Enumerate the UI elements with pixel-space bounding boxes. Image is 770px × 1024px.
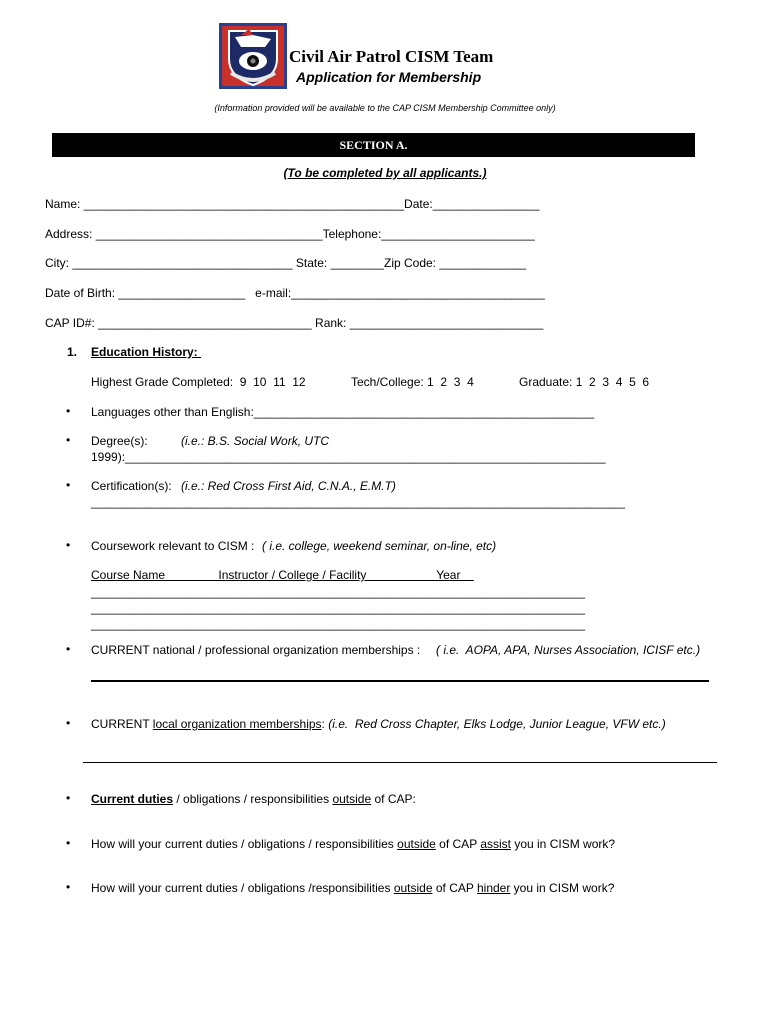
- hinder-word: hinder: [476, 881, 511, 895]
- degrees-example: (i.e.: B.S. Social Work, UTC: [181, 434, 330, 448]
- certifications-example: (i.e.: Red Cross First Aid, C.N.A., E.M.T): [181, 479, 396, 493]
- national-memberships-line[interactable]: [91, 680, 709, 682]
- tech-college-options[interactable]: Tech/College: 1 2 3 4: [351, 375, 474, 389]
- dob-email-field[interactable]: Date of Birth: ___________________ e-mail:______________________________________: [45, 286, 545, 300]
- assist-question: [91, 837, 615, 851]
- hinder-pre: How will your current duties / obligations /responsibilities: [91, 881, 394, 895]
- address-telephone-field[interactable]: Address: __________________________________Telephone:_______________________: [45, 227, 535, 241]
- bullet-icon: •: [66, 836, 71, 850]
- highest-grade-options[interactable]: Highest Grade Completed: 9 10 11 12: [91, 375, 306, 389]
- bullet-icon: •: [66, 433, 71, 447]
- national-memberships-example: ( i.e. AOPA, APA, Nurses Association, ICISF etc.): [436, 643, 701, 657]
- current-duties-bold: Current duties: [91, 792, 174, 806]
- section-a-instructions: (To be completed by all applicants.): [283, 166, 487, 180]
- page-subtitle: Application for Membership: [296, 69, 482, 85]
- certifications-field[interactable]: ________________________________________________________________________________: [91, 495, 625, 509]
- assist-end: you in CISM work?: [511, 837, 616, 851]
- degrees-label: Degree(s):: [91, 434, 148, 448]
- hinder-mid: of CAP: [432, 881, 477, 895]
- national-memberships-label: CURRENT national / professional organization memberships :: [91, 643, 421, 657]
- capid-rank-field[interactable]: CAP ID#: ________________________________ Rank: _____________________________: [45, 316, 544, 330]
- local-underlined: local organization memberships: [152, 717, 322, 731]
- bullet-icon: •: [66, 791, 71, 805]
- course-table-header: Course Name Instructor / College / Facility Year: [91, 568, 474, 582]
- course-entry-line[interactable]: __________________________________________________________________________: [91, 585, 585, 599]
- assist-outside: outside: [397, 837, 436, 851]
- local-memberships-label: [91, 717, 666, 731]
- current-duties-question: [91, 792, 416, 806]
- local-memberships-line[interactable]: [83, 762, 717, 763]
- bullet-icon: •: [66, 404, 71, 418]
- hinder-end: you in CISM work?: [510, 881, 615, 895]
- assist-mid: of CAP: [435, 837, 481, 851]
- education-number: 1.: [67, 345, 78, 359]
- hinder-question: [91, 881, 614, 895]
- assist-pre: How will your current duties / obligations / responsibilities: [91, 837, 398, 851]
- course-entry-line[interactable]: __________________________________________________________________________: [91, 617, 585, 631]
- degrees-field[interactable]: 1999):________________________________________________________________________: [91, 450, 606, 464]
- course-entry-line[interactable]: __________________________________________________________________________: [91, 601, 585, 615]
- bullet-icon: •: [66, 478, 71, 492]
- section-a-header: SECTION A.: [52, 133, 695, 157]
- certifications-label: Certification(s):: [91, 479, 172, 493]
- name-date-field[interactable]: Name: ________________________________________________Date:________________: [45, 197, 540, 211]
- bullet-icon: •: [66, 880, 71, 894]
- languages-field[interactable]: Languages other than English:___________________________________________________: [91, 405, 595, 419]
- current-duties-end: of CAP:: [371, 792, 416, 806]
- bullet-icon: •: [66, 538, 71, 552]
- local-colon: :: [321, 717, 329, 731]
- coursework-label: Coursework relevant to CISM :: [91, 539, 255, 553]
- current-duties-outside: outside: [332, 792, 372, 806]
- assist-word: assist: [480, 837, 511, 851]
- local-example: (i.e. Red Cross Chapter, Elks Lodge, Junior League, VFW etc.): [328, 717, 666, 731]
- current-duties-mid: / obligations / responsibilities: [173, 792, 333, 806]
- education-heading: Education History:: [91, 345, 202, 359]
- local-prefix: CURRENT: [91, 717, 153, 731]
- graduate-options[interactable]: Graduate: 1 2 3 4 5 6: [519, 375, 650, 389]
- coursework-example: ( i.e. college, weekend seminar, on-line, etc): [262, 539, 497, 553]
- bullet-icon: •: [66, 642, 71, 656]
- confidentiality-note: (Information provided will be available to the CAP CISM Membership Committee only): [214, 103, 556, 113]
- hinder-outside: outside: [393, 881, 433, 895]
- city-state-zip-field[interactable]: City: _________________________________ State: ________Zip Code: _____________: [45, 256, 527, 270]
- bullet-icon: •: [66, 716, 71, 730]
- page-title: Civil Air Patrol CISM Team: [289, 47, 494, 66]
- cap-cism-logo: [219, 23, 287, 89]
